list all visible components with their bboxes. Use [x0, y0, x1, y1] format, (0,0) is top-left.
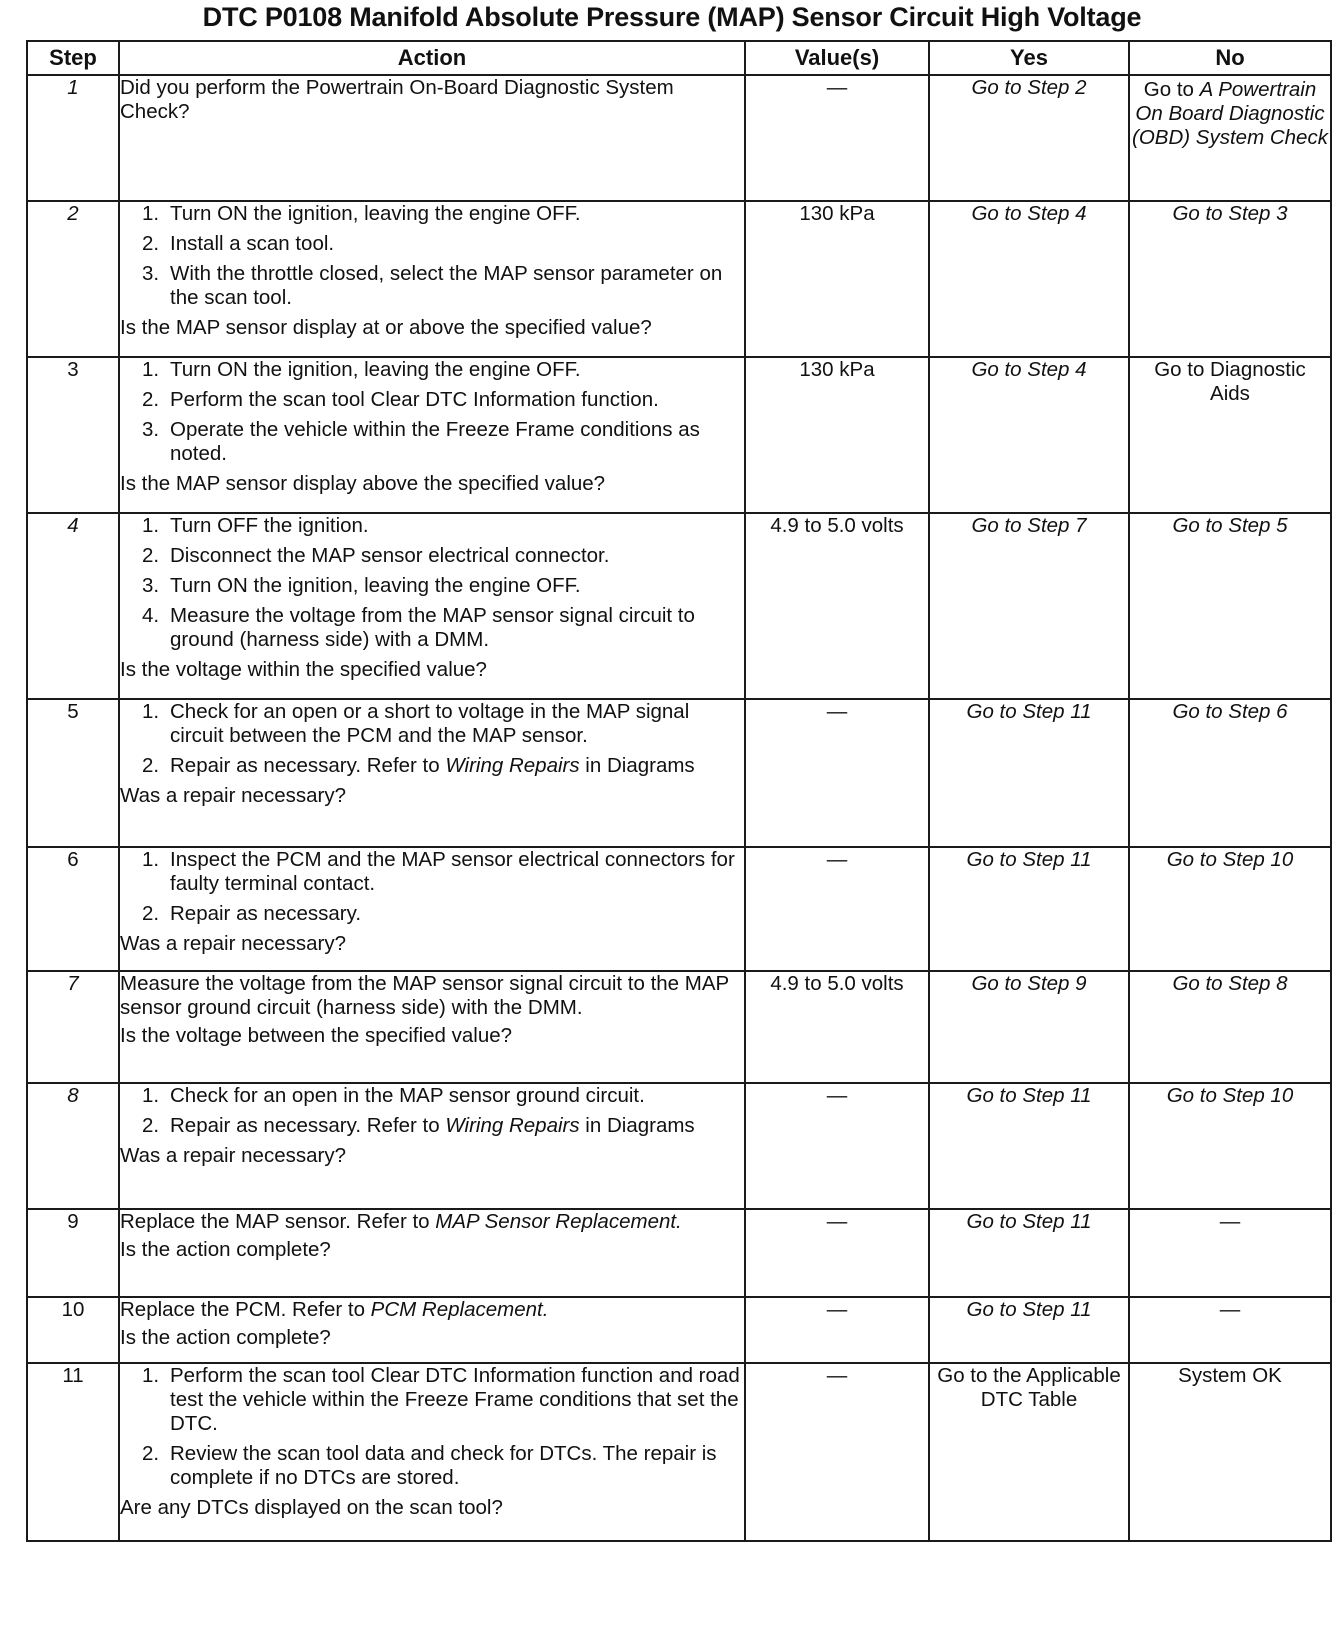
- action-question: Is the voltage between the specified value?: [120, 1024, 513, 1047]
- list-item: [120, 700, 744, 748]
- action-cell: [119, 847, 745, 971]
- header-yes: Yes: [929, 41, 1129, 75]
- list-text: Turn ON the ignition, leaving the engine OFF.: [170, 574, 581, 597]
- step-number: 5: [27, 699, 119, 847]
- list-number: 2.: [142, 232, 160, 255]
- action-steps: [120, 1084, 744, 1138]
- list-item: [120, 202, 744, 226]
- yes-cell: Go to Step 7: [929, 513, 1129, 699]
- list-item: [120, 1442, 744, 1490]
- list-text: Operate the vehicle within the Freeze Frame conditions as noted.: [170, 418, 700, 465]
- list-item: [120, 1364, 744, 1436]
- list-text: Repair as necessary.: [170, 902, 362, 925]
- list-text-suffix: in Diagrams: [579, 754, 695, 777]
- map-sensor-replacement-reference: MAP Sensor Replacement.: [435, 1210, 682, 1233]
- value-cell: —: [745, 1297, 929, 1363]
- list-text-suffix: in Diagrams: [579, 1114, 695, 1137]
- no-cell: Go to Step 3: [1129, 201, 1331, 357]
- value-cell: —: [745, 1363, 929, 1541]
- list-item: [120, 358, 744, 382]
- page-title: DTC P0108 Manifold Absolute Pressure (MAP) Sensor Circuit High Voltage: [202, 2, 1142, 32]
- list-number: 4.: [142, 604, 160, 627]
- action-question: Are any DTCs displayed on the scan tool?: [120, 1496, 503, 1519]
- list-number: 1.: [142, 1084, 160, 1107]
- list-text: Install a scan tool.: [170, 232, 335, 255]
- action-cell: [119, 699, 745, 847]
- action-cell: [119, 75, 745, 201]
- list-text: Check for an open in the MAP sensor ground circuit.: [170, 1084, 645, 1107]
- no-cell: Go to Step 10: [1129, 1083, 1331, 1209]
- step-number: 6: [27, 847, 119, 971]
- list-item: [120, 848, 744, 896]
- list-text: Turn OFF the ignition.: [170, 514, 369, 537]
- step-number: 4: [27, 513, 119, 699]
- value-cell: 130 kPa: [745, 201, 929, 357]
- list-item: [120, 544, 744, 568]
- no-cell: Go to Step 10: [1129, 847, 1331, 971]
- action-text: [120, 1298, 744, 1322]
- list-text: Repair as necessary. Refer to: [170, 754, 446, 777]
- step-number: 1: [27, 75, 119, 201]
- step-number: 8: [27, 1083, 119, 1209]
- list-text: With the throttle closed, select the MAP sensor parameter on the scan tool.: [170, 262, 723, 309]
- no-prefix: Go to: [1143, 78, 1200, 101]
- header-action: Action: [119, 41, 745, 75]
- list-number: 1.: [142, 700, 160, 723]
- no-cell: System OK: [1129, 1363, 1331, 1541]
- step-number: 7: [27, 971, 119, 1083]
- yes-cell: Go to Step 11: [929, 699, 1129, 847]
- value-cell: —: [745, 699, 929, 847]
- action-steps: [120, 700, 744, 778]
- action-steps: [120, 358, 744, 466]
- value-cell: —: [745, 847, 929, 971]
- list-number: 2.: [142, 1114, 160, 1137]
- yes-cell: Go to Step 11: [929, 1083, 1129, 1209]
- list-text: Measure the voltage from the MAP sensor signal circuit to ground (harness side) with a DMM.: [170, 604, 695, 651]
- action-question: Is the action complete?: [120, 1326, 331, 1349]
- no-cell: Go to Step 5: [1129, 513, 1331, 699]
- table-row: [27, 847, 1331, 971]
- wiring-repairs-reference: Wiring Repairs: [445, 754, 580, 777]
- action-cell: [119, 1083, 745, 1209]
- value-cell: 130 kPa: [745, 357, 929, 513]
- list-text: Perform the scan tool Clear DTC Information function.: [170, 388, 659, 411]
- list-number: 2.: [142, 754, 160, 777]
- list-item: [120, 418, 744, 466]
- action-cell: [119, 201, 745, 357]
- list-number: 1.: [142, 358, 160, 381]
- action-steps: [120, 514, 744, 652]
- list-number: 1.: [142, 514, 160, 537]
- list-item: [120, 262, 744, 310]
- table-row: [27, 1363, 1331, 1541]
- list-number: 3.: [142, 418, 160, 441]
- action-question: Is the MAP sensor display above the specified value?: [120, 472, 606, 495]
- value-cell: —: [745, 1083, 929, 1209]
- action-cell: [119, 357, 745, 513]
- action-text: Did you perform the Powertrain On-Board Diagnostic System Check?: [120, 76, 674, 123]
- no-cell: —: [1129, 1209, 1331, 1297]
- action-question: Was a repair necessary?: [120, 1144, 346, 1167]
- action-text-prefix: Replace the MAP sensor. Refer to: [120, 1210, 436, 1233]
- list-number: 1.: [142, 848, 160, 871]
- yes-cell: Go to Step 4: [929, 357, 1129, 513]
- dtc-diagnostic-table: [26, 40, 1332, 1542]
- yes-cell: Go to Step 2: [929, 75, 1129, 201]
- list-text: Repair as necessary. Refer to: [170, 1114, 446, 1137]
- action-steps: [120, 202, 744, 310]
- value-cell: 4.9 to 5.0 volts: [745, 971, 929, 1083]
- list-item: [120, 1114, 744, 1138]
- yes-cell: Go to Step 11: [929, 847, 1129, 971]
- action-cell: [119, 971, 745, 1083]
- table-row: [27, 513, 1331, 699]
- action-steps: [120, 848, 744, 926]
- action-cell: [119, 1297, 745, 1363]
- list-number: 1.: [142, 1364, 160, 1387]
- yes-cell: Go to Step 4: [929, 201, 1129, 357]
- table-row: [27, 1209, 1331, 1297]
- table-row: [27, 1083, 1331, 1209]
- list-item: [120, 1084, 744, 1108]
- list-text: Check for an open or a short to voltage in the MAP signal circuit between the PCM and the MAP sensor.: [170, 700, 690, 747]
- no-link-obd-check: A Powertrain On Board Diagnostic (OBD) System Check: [1132, 78, 1328, 149]
- list-number: 3.: [142, 574, 160, 597]
- list-item: [120, 514, 744, 538]
- step-number: 10: [27, 1297, 119, 1363]
- table-row: [27, 357, 1331, 513]
- no-cell: [1129, 75, 1331, 201]
- list-item: [120, 388, 744, 412]
- header-step: Step: [27, 41, 119, 75]
- header-row: [27, 41, 1331, 75]
- list-number: 2.: [142, 1442, 160, 1465]
- value-cell: —: [745, 1209, 929, 1297]
- list-text: Review the scan tool data and check for DTCs. The repair is complete if no DTCs are stored.: [170, 1442, 717, 1489]
- pcm-replacement-reference: PCM Replacement.: [370, 1298, 549, 1321]
- no-cell: —: [1129, 1297, 1331, 1363]
- value-cell: 4.9 to 5.0 volts: [745, 513, 929, 699]
- action-text: [120, 1210, 744, 1234]
- list-item: [120, 232, 744, 256]
- action-question: Is the action complete?: [120, 1238, 331, 1261]
- wiring-repairs-reference: Wiring Repairs: [445, 1114, 580, 1137]
- list-number: 3.: [142, 262, 160, 285]
- action-steps: [120, 1364, 744, 1490]
- no-cell: Go to Diagnostic Aids: [1129, 357, 1331, 513]
- action-text: Measure the voltage from the MAP sensor signal circuit to the MAP sensor ground circuit (harness side) with the DMM.: [120, 972, 729, 1019]
- table-row: [27, 971, 1331, 1083]
- list-number: 2.: [142, 902, 160, 925]
- action-question: Was a repair necessary?: [120, 784, 346, 807]
- list-text: Inspect the PCM and the MAP sensor electrical connectors for faulty terminal contact.: [170, 848, 735, 895]
- list-number: 2.: [142, 544, 160, 567]
- action-cell: [119, 1209, 745, 1297]
- list-text: Turn ON the ignition, leaving the engine OFF.: [170, 358, 581, 381]
- header-no: No: [1129, 41, 1331, 75]
- list-item: [120, 574, 744, 598]
- step-number: 9: [27, 1209, 119, 1297]
- list-item: [120, 754, 744, 778]
- table-row: [27, 75, 1331, 201]
- action-cell: [119, 513, 745, 699]
- step-number: 3: [27, 357, 119, 513]
- action-question: Is the voltage within the specified value?: [120, 658, 487, 681]
- step-number: 2: [27, 201, 119, 357]
- table-row: [27, 699, 1331, 847]
- table-row: [27, 1297, 1331, 1363]
- yes-cell: Go to Step 9: [929, 971, 1129, 1083]
- list-item: [120, 604, 744, 652]
- list-text: Turn ON the ignition, leaving the engine OFF.: [170, 202, 581, 225]
- list-text: Disconnect the MAP sensor electrical connector.: [170, 544, 610, 567]
- no-cell: Go to Step 8: [1129, 971, 1331, 1083]
- step-number: 11: [27, 1363, 119, 1541]
- table-row: [27, 201, 1331, 357]
- yes-cell: Go to the Applicable DTC Table: [929, 1363, 1129, 1541]
- no-cell: Go to Step 6: [1129, 699, 1331, 847]
- yes-cell: Go to Step 11: [929, 1209, 1129, 1297]
- action-cell: [119, 1363, 745, 1541]
- list-item: [120, 902, 744, 926]
- header-values: Value(s): [745, 41, 929, 75]
- action-question: Is the MAP sensor display at or above the specified value?: [120, 316, 652, 339]
- list-number: 1.: [142, 202, 160, 225]
- yes-cell: Go to Step 11: [929, 1297, 1129, 1363]
- action-text-prefix: Replace the PCM. Refer to: [120, 1298, 371, 1321]
- list-number: 2.: [142, 388, 160, 411]
- list-text: Perform the scan tool Clear DTC Information function and road test the vehicle within the Freeze Frame conditions that set the DTC.: [170, 1364, 740, 1435]
- action-question: Was a repair necessary?: [120, 932, 346, 955]
- value-cell: —: [745, 75, 929, 201]
